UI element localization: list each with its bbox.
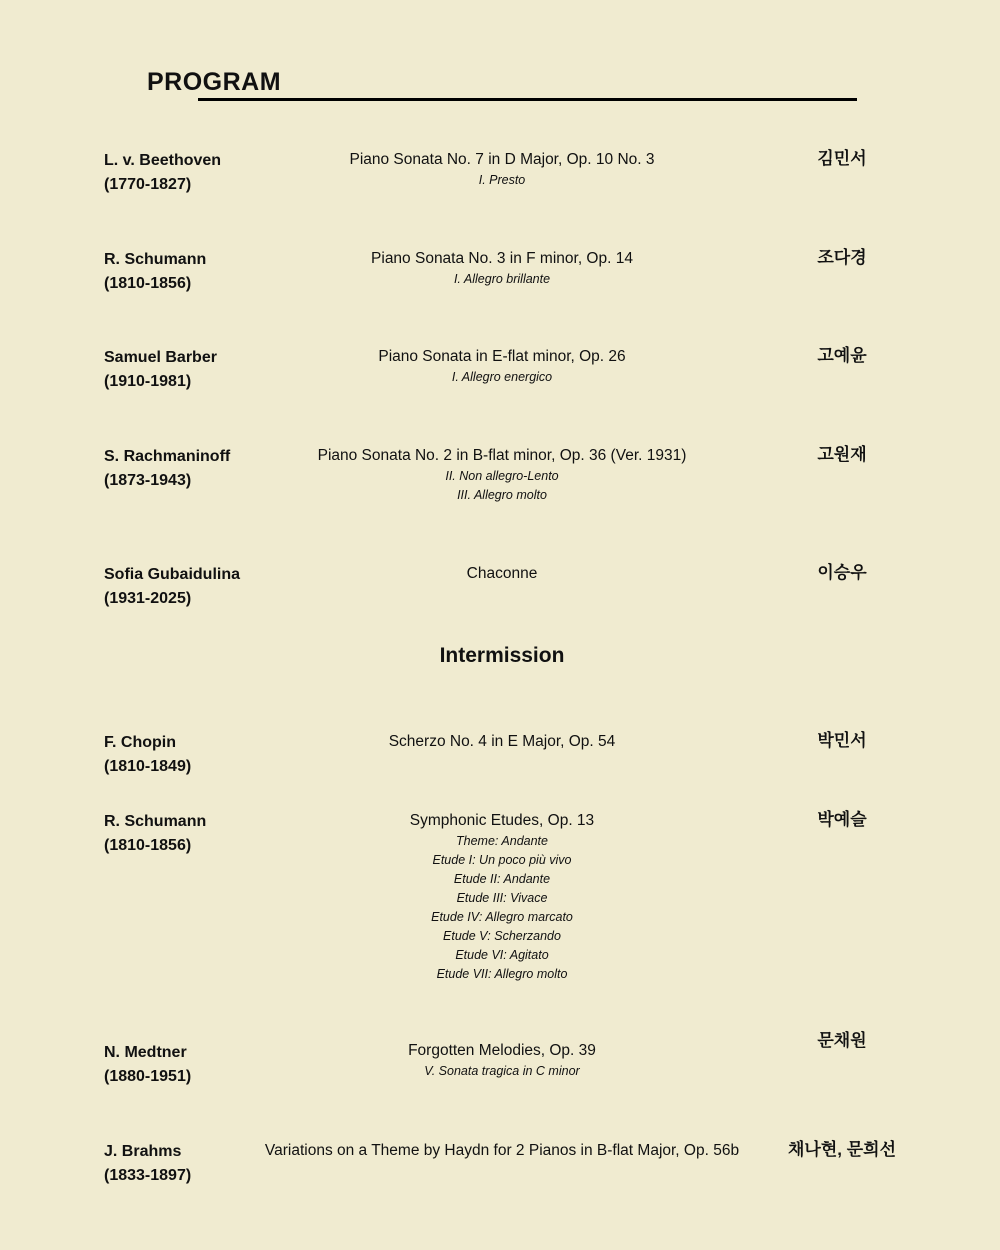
composer-name: R. Schumann (104, 251, 207, 268)
movement: II. Non allegro-Lento (445, 469, 559, 483)
movement: Etude II: Andante (453, 872, 551, 886)
performer-name: 이승우 (817, 563, 867, 582)
performer-name: 고예윤 (817, 346, 867, 365)
composer-block (104, 731, 191, 779)
composer-name: R. Schumann (104, 813, 207, 830)
performer-name: 채나현, 문희선 (788, 1140, 896, 1159)
work-title: Variations on a Theme by Haydn for 2 Pianos in B-flat Major, Op. 56b (264, 1142, 740, 1159)
movement-list (252, 1062, 752, 1081)
composer-name: F. Chopin (104, 734, 176, 751)
work-block (252, 445, 752, 505)
composer-name: Samuel Barber (104, 349, 217, 366)
work-block (252, 1140, 752, 1162)
composer-block (104, 248, 206, 296)
movement-list (252, 832, 752, 984)
composer-name: S. Rachmaninoff (104, 448, 231, 465)
movement: III. Allegro molto (457, 488, 547, 502)
work-title: Forgotten Melodies, Op. 39 (408, 1042, 596, 1059)
composer-block (104, 1041, 191, 1089)
performer-name: 조다경 (817, 248, 867, 267)
composer-years: (1880-1951) (104, 1068, 192, 1085)
movement: Etude I: Un poco più vivo (432, 853, 572, 867)
work-block (252, 1040, 752, 1081)
movement: Etude VI: Agitato (455, 948, 549, 962)
composer-years: (1810-1849) (104, 758, 192, 775)
work-block (252, 731, 752, 753)
performer-name: 문채원 (817, 1031, 867, 1050)
work-block (252, 346, 752, 387)
composer-years: (1810-1856) (104, 837, 192, 854)
performer-name: 박예슬 (817, 810, 867, 829)
composer-years: (1910-1981) (104, 373, 192, 390)
movement: I. Presto (478, 173, 526, 187)
performer-name: 박민서 (817, 731, 867, 750)
composer-block (104, 1140, 191, 1188)
movement: Theme: Andante (456, 834, 548, 848)
movement: Etude V: Scherzando (443, 929, 561, 943)
work-title: Piano Sonata No. 7 in D Major, Op. 10 No. 3 (349, 151, 655, 168)
work-block (252, 810, 752, 984)
movement: Etude III: Vivace (456, 891, 548, 905)
title-underline (198, 98, 857, 101)
work-title: Scherzo No. 4 in E Major, Op. 54 (388, 733, 616, 750)
movement: I. Allegro energico (451, 370, 553, 384)
composer-block (104, 346, 217, 394)
composer-years: (1810-1856) (104, 275, 192, 292)
composer-years: (1833-1897) (104, 1167, 192, 1184)
composer-years: (1873-1943) (104, 472, 192, 489)
composer-block (104, 445, 230, 493)
movement-list (252, 368, 752, 387)
composer-block (104, 149, 221, 197)
movement-list (252, 171, 752, 190)
movement: V. Sonata tragica in C minor (424, 1064, 580, 1078)
movement: I. Allegro brillante (453, 272, 551, 286)
composer-years: (1770-1827) (104, 176, 192, 193)
composer-block (104, 810, 206, 858)
work-block (252, 248, 752, 289)
work-title: Piano Sonata No. 2 in B-flat minor, Op. 36 (Ver. 1931) (317, 447, 687, 464)
composer-name: N. Medtner (104, 1044, 187, 1061)
work-title: Piano Sonata No. 3 in F minor, Op. 14 (371, 250, 633, 267)
performer-name: 고원재 (817, 445, 867, 464)
movement: Etude VII: Allegro molto (436, 967, 568, 981)
movement-list (252, 270, 752, 289)
work-title: Symphonic Etudes, Op. 13 (409, 812, 595, 829)
program-title: PROGRAM (147, 68, 282, 96)
work-block (252, 563, 752, 585)
composer-name: L. v. Beethoven (104, 152, 222, 169)
intermission-heading: Intermission (439, 644, 565, 667)
work-title: Piano Sonata in E-flat minor, Op. 26 (378, 348, 626, 365)
work-title: Chaconne (466, 565, 538, 582)
composer-block (104, 563, 240, 611)
composer-name: Sofia Gubaidulina (104, 566, 241, 583)
movement: Etude IV: Allegro marcato (431, 910, 573, 924)
movement-list (252, 467, 752, 505)
performer-name: 김민서 (817, 149, 867, 168)
composer-name: J. Brahms (104, 1143, 182, 1160)
composer-years: (1931-2025) (104, 590, 192, 607)
work-block (252, 149, 752, 190)
